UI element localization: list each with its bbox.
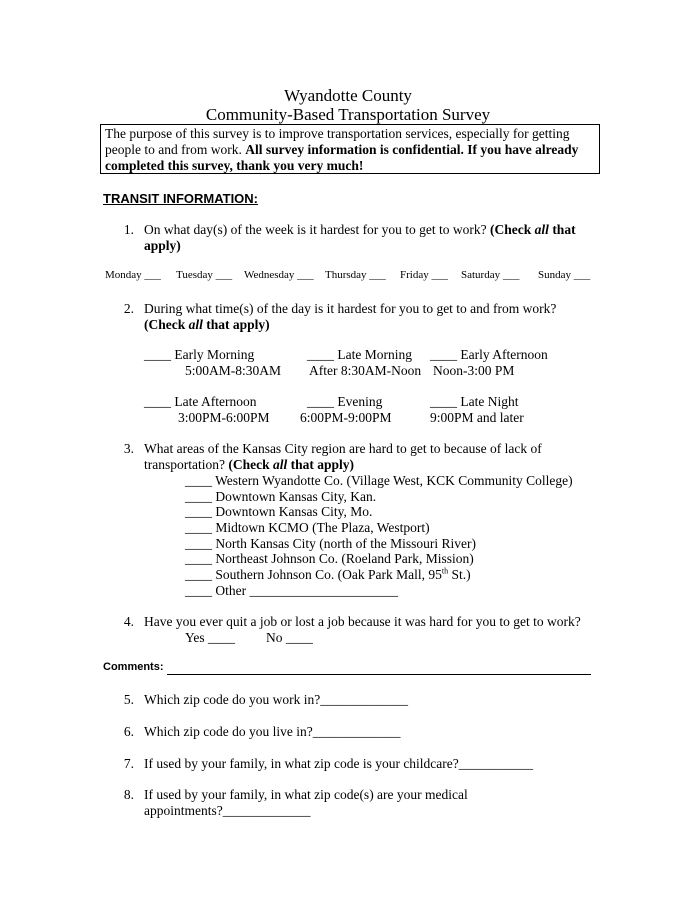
survey-title-line2: Community-Based Transportation Survey xyxy=(205,105,491,124)
q4-no[interactable]: No ____ xyxy=(266,630,313,645)
day-thursday[interactable]: Thursday ___ xyxy=(325,269,386,281)
q2-check: (Check all that apply) xyxy=(144,317,270,332)
day-saturday[interactable]: Saturday ___ xyxy=(461,269,520,281)
q1-that: that xyxy=(548,222,576,237)
option-evening-time: 6:00PM-9:00PM xyxy=(300,410,392,425)
q7-number: 7. xyxy=(123,756,134,771)
q1-apply: apply) xyxy=(144,238,181,253)
area-other[interactable]: ____ Other ______________________ xyxy=(185,583,398,598)
option-late-afternoon[interactable]: ____ Late Afternoon xyxy=(144,394,257,409)
q1-text: On what day(s) of the week is it hardest for you to get to work? xyxy=(144,222,491,237)
q3-question: What areas of the Kansas City region are hard to get to because of lack of xyxy=(144,441,542,456)
comments-label: Comments: xyxy=(103,661,164,673)
option-early-afternoon[interactable]: ____ Early Afternoon xyxy=(430,347,548,362)
day-wednesday[interactable]: Wednesday ___ xyxy=(244,269,314,281)
q1-all: all xyxy=(534,222,549,237)
q5-number: 5. xyxy=(123,692,134,707)
option-late-night[interactable]: ____ Late Night xyxy=(430,394,519,409)
q1-check: (Check xyxy=(490,222,535,237)
area-northeast-johnson[interactable]: ____ Northeast Johnson Co. (Roeland Park, Mission) xyxy=(185,551,474,566)
day-monday[interactable]: Monday ___ xyxy=(105,269,161,281)
option-late-night-time: 9:00PM and later xyxy=(430,410,524,425)
q5-question[interactable]: Which zip code do you work in?_____________ xyxy=(144,692,408,707)
area-north-kc[interactable]: ____ North Kansas City (north of the Missouri River) xyxy=(185,536,476,551)
option-late-morning-time: After 8:30AM-Noon xyxy=(309,363,422,378)
area-downtown-kcmo[interactable]: ____ Downtown Kansas City, Mo. xyxy=(185,504,373,519)
day-sunday[interactable]: Sunday ___ xyxy=(538,269,591,281)
q1-question xyxy=(144,222,576,238)
survey-title-line1: Wyandotte County xyxy=(284,86,412,105)
q8-question: If used by your family, in what zip code(s) are your medical xyxy=(144,787,468,802)
section-title: TRANSIT INFORMATION: xyxy=(103,191,259,206)
option-late-morning[interactable]: ____ Late Morning xyxy=(307,347,412,362)
area-downtown-kck[interactable]: ____ Downtown Kansas City, Kan. xyxy=(185,489,377,504)
q7-question[interactable]: If used by your family, in what zip code is your childcare?___________ xyxy=(144,756,534,771)
q8-number: 8. xyxy=(123,787,134,802)
q1-number: 1. xyxy=(123,222,134,237)
q4-yes[interactable]: Yes ____ xyxy=(185,630,236,645)
intro-box xyxy=(100,124,600,174)
q6-question[interactable]: Which zip code do you live in?_____________ xyxy=(144,724,401,739)
q3-number: 3. xyxy=(123,441,134,456)
option-early-afternoon-time: Noon-3:00 PM xyxy=(433,363,515,378)
q8-appointments[interactable]: appointments?_____________ xyxy=(144,803,311,818)
q3-question-line2: transportation? (Check all that apply) xyxy=(144,457,355,472)
comments-field[interactable] xyxy=(167,674,591,675)
option-early-morning-time: 5:00AM-8:30AM xyxy=(185,363,282,378)
intro-bold-text: All survey information is confidential. If you have already completed this survey, thank you very much! xyxy=(105,142,579,173)
area-midtown-kcmo[interactable]: ____ Midtown KCMO (The Plaza, Westport) xyxy=(185,520,430,535)
q4-number: 4. xyxy=(123,614,134,629)
q6-number: 6. xyxy=(123,724,134,739)
option-late-afternoon-time: 3:00PM-6:00PM xyxy=(178,410,270,425)
q2-question: During what time(s) of the day is it hardest for you to get to and from work? xyxy=(144,301,557,316)
area-western-wyandotte[interactable]: ____ Western Wyandotte Co. (Village West, KCK Community College) xyxy=(185,473,573,488)
q4-question: Have you ever quit a job or lost a job because it was hard for you to get to work? xyxy=(144,614,581,629)
intro-text: The purpose of this survey is to improve transportation services, especially for getting people to and from work. xyxy=(105,126,570,157)
option-early-morning[interactable]: ____ Early Morning xyxy=(144,347,255,362)
q2-number: 2. xyxy=(123,301,134,316)
area-southern-johnson[interactable]: ____ Southern Johnson Co. (Oak Park Mall, 95th St.) xyxy=(185,566,471,582)
option-evening[interactable]: ____ Evening xyxy=(307,394,383,409)
day-tuesday[interactable]: Tuesday ___ xyxy=(176,269,233,281)
day-friday[interactable]: Friday ___ xyxy=(400,269,448,281)
